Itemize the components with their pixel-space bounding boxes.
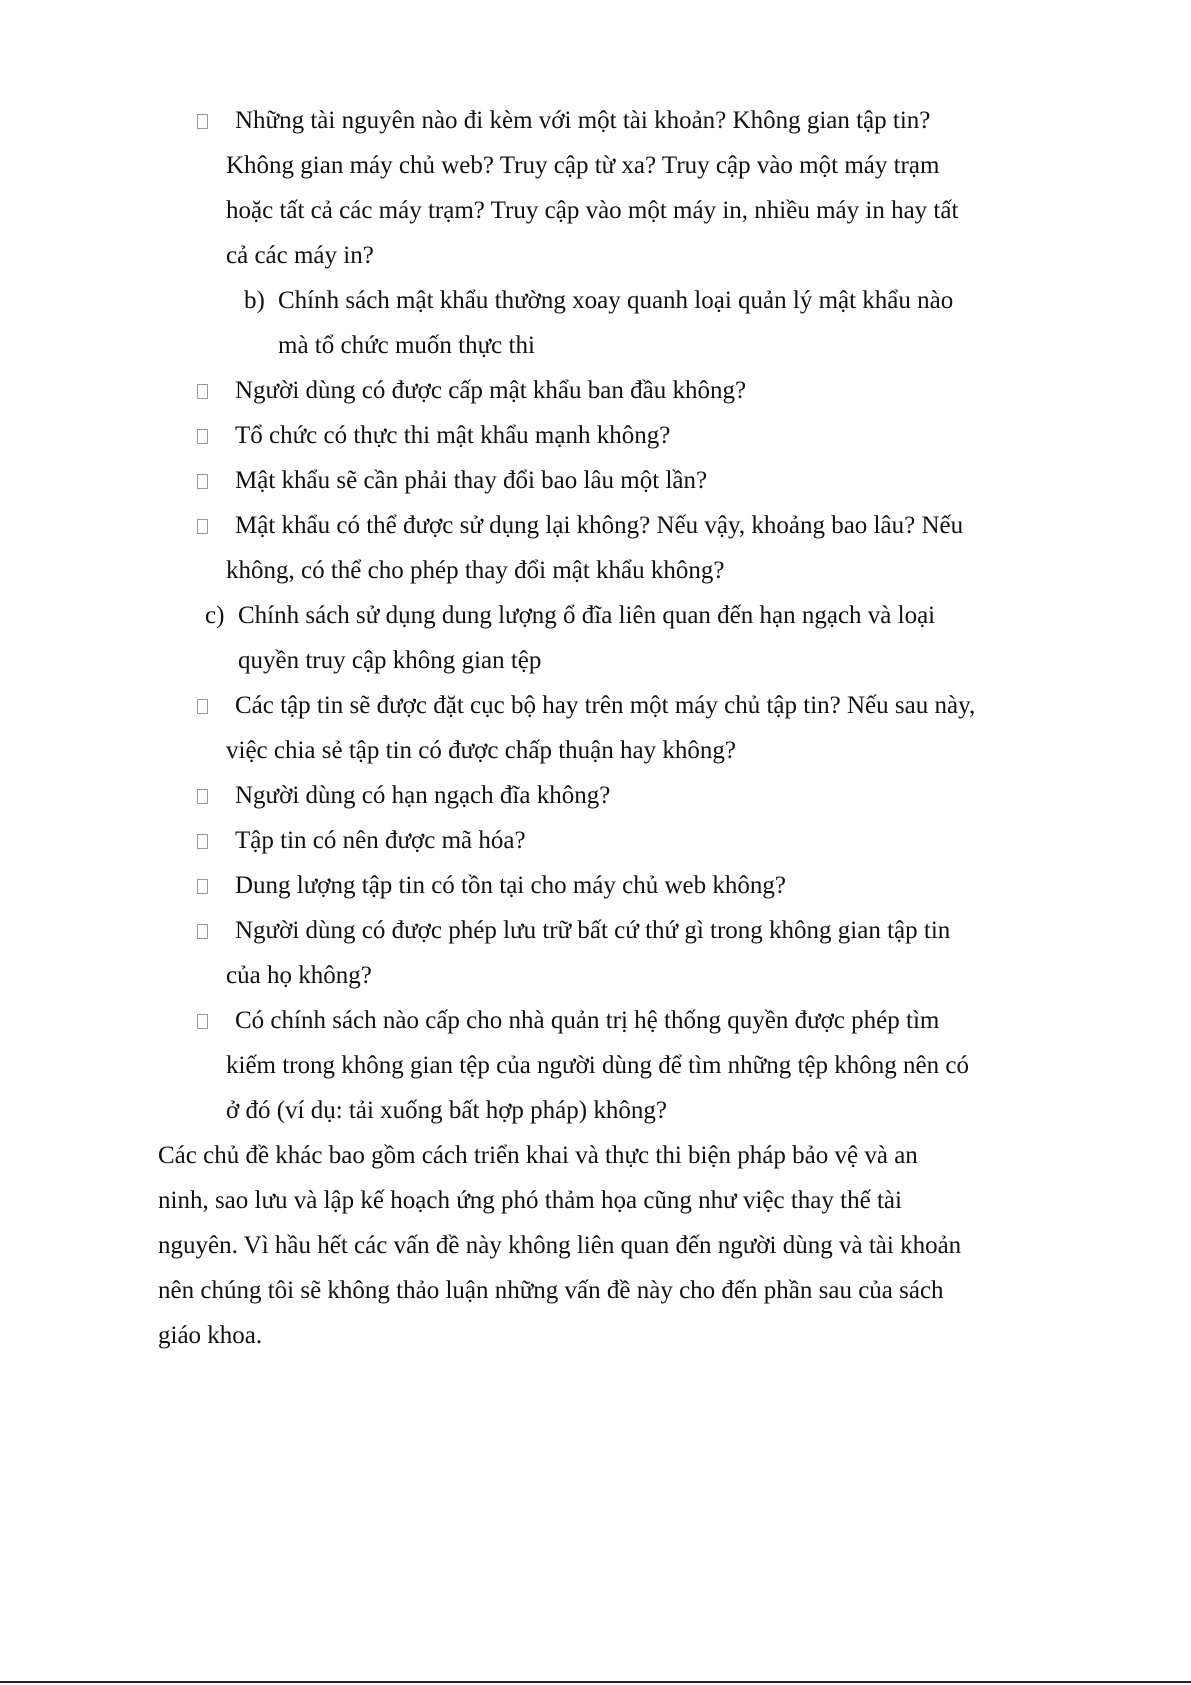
bullet-box-icon xyxy=(197,1014,208,1029)
bullet-item-text: Dung lượng tập tin có tồn tại cho máy chủ web không? xyxy=(235,872,786,899)
sub-item-marker: b) xyxy=(244,287,265,314)
sub-item-text: quyền truy cập không gian tệp xyxy=(238,647,542,674)
paragraph-line: ninh, sao lưu và lập kế hoạch ứng phó thảm họa cũng như việc thay thế tài xyxy=(158,1187,902,1214)
paragraph-line: nên chúng tôi sẽ không thảo luận những vấn đề này cho đến phần sau của sách xyxy=(158,1277,944,1304)
bullet-item-text: Có chính sách nào cấp cho nhà quản trị hệ thống quyền được phép tìm xyxy=(235,1007,940,1034)
bullet-item-text: Tổ chức có thực thi mật khẩu mạnh không? xyxy=(235,422,671,449)
sub-item-text: Chính sách mật khẩu thường xoay quanh loại quản lý mật khẩu nào xyxy=(278,287,954,314)
paragraph-line: nguyên. Vì hầu hết các vấn đề này không liên quan đến người dùng và tài khoản xyxy=(158,1232,962,1259)
bullet-item-text: Người dùng có được phép lưu trữ bất cứ thứ gì trong không gian tập tin xyxy=(235,917,951,944)
bullet-box-icon xyxy=(197,699,208,714)
bullet-item-continuation: không, có thể cho phép thay đổi mật khẩu không? xyxy=(226,557,725,584)
bullet-item-text: Mật khẩu sẽ cần phải thay đổi bao lâu một lần? xyxy=(235,467,708,494)
bullet-box-icon xyxy=(197,924,208,939)
paragraph-line: Các chủ đề khác bao gồm cách triển khai và thực thi biện pháp bảo vệ và an xyxy=(158,1142,918,1169)
bullet-item-continuation: Không gian máy chủ web? Truy cập từ xa? Truy cập vào một máy trạm xyxy=(226,152,940,179)
bullet-box-icon xyxy=(197,519,208,534)
bullet-item-text: Mật khẩu có thể được sử dụng lại không? Nếu vậy, khoảng bao lâu? Nếu xyxy=(235,512,964,539)
bullet-box-icon xyxy=(197,429,208,444)
bullet-item-text: Các tập tin sẽ được đặt cục bộ hay trên một máy chủ tập tin? Nếu sau này, xyxy=(235,692,976,719)
footer-divider xyxy=(0,1681,1191,1683)
bullet-item-continuation: hoặc tất cả các máy trạm? Truy cập vào một máy in, nhiều máy in hay tất xyxy=(226,197,959,224)
bullet-item-text: Những tài nguyên nào đi kèm với một tài khoản? Không gian tập tin? xyxy=(235,107,931,134)
bullet-box-icon xyxy=(197,834,208,849)
bullet-item-continuation: việc chia sẻ tập tin có được chấp thuận hay không? xyxy=(226,737,736,764)
bullet-item-text: Người dùng có được cấp mật khẩu ban đầu không? xyxy=(235,377,747,404)
bullet-box-icon xyxy=(197,789,208,804)
bullet-item-continuation: cả các máy in? xyxy=(226,242,374,269)
bullet-box-icon xyxy=(197,384,208,399)
sub-item-text: Chính sách sử dụng dung lượng ổ đĩa liên quan đến hạn ngạch và loại xyxy=(238,602,936,629)
bullet-item-text: Tập tin có nên được mã hóa? xyxy=(235,827,526,854)
paragraph-line: giáo khoa. xyxy=(158,1322,263,1349)
bullet-item-continuation: ở đó (ví dụ: tải xuống bất hợp pháp) không? xyxy=(226,1097,667,1124)
bullet-item-continuation: kiếm trong không gian tệp của người dùng để tìm những tệp không nên có xyxy=(226,1052,969,1079)
sub-item-marker: c) xyxy=(205,602,225,629)
bullet-box-icon xyxy=(197,114,208,129)
bullet-box-icon xyxy=(197,474,208,489)
bullet-box-icon xyxy=(197,879,208,894)
sub-item-text: mà tổ chức muốn thực thi xyxy=(278,332,535,359)
bullet-item-continuation: của họ không? xyxy=(226,962,372,989)
bullet-item-text: Người dùng có hạn ngạch đĩa không? xyxy=(235,782,611,809)
